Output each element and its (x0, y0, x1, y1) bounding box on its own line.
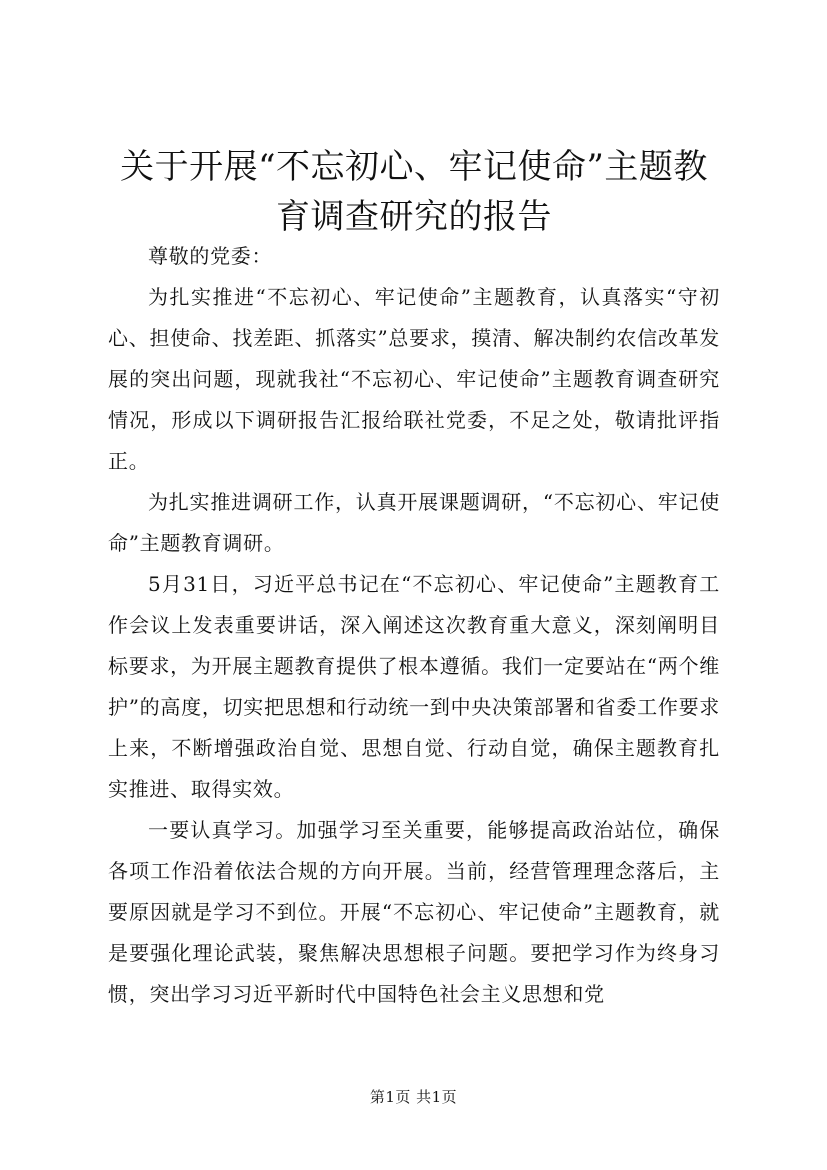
paragraph-3: 5月31日，习近平总书记在“不忘初心、牢记使命”主题教育工作会议上发表重要讲话，深入阐述这次教育重大意义，深刻阐明目标要求，为开展主题教育提供了根本遵循。我们一定要站在“两个维护”的高度，切实把思想和行动统一到中央决策部署和省委工作要求上来，不断增强政治自觉、思想自觉、行动自觉，确保主题教育扎实推进、取得实效。 (108, 572, 720, 801)
salutation: 尊敬的党委： (148, 244, 273, 268)
document-title: 关于开展“不忘初心、牢记使命”主题教育调查研究的报告 (120, 147, 708, 237)
document-body (108, 236, 720, 1015)
paragraph-1: 为扎实推进“不忘初心、牢记使命”主题教育，认真落实“守初心、担使命、找差距、抓落实”总要求，摸清、解决制约农信改革发展的突出问题，现就我社“不忘初心、牢记使命”主题教育调查研究情况，形成以下调研报告汇报给联社党委，不足之处，敬请批评指正。 (108, 285, 720, 473)
paragraph-2: 为扎实推进调研工作，认真开展课题调研，“不忘初心、牢记使命”主题教育调研。 (108, 490, 720, 555)
page-footer: 第1页 共1页 (369, 1088, 458, 1106)
paragraph-4: 一要认真学习。加强学习至关重要，能够提高政治站位，确保各项工作沿着依法合规的方向开展。当前，经营管理理念落后，主要原因就是学习不到位。开展“不忘初心、牢记使命”主题教育，就是要强化理论武装，聚焦解决思想根子问题。要把学习作为终身习惯，突出学习习近平新时代中国特色社会主义思想和党 (108, 818, 720, 1006)
